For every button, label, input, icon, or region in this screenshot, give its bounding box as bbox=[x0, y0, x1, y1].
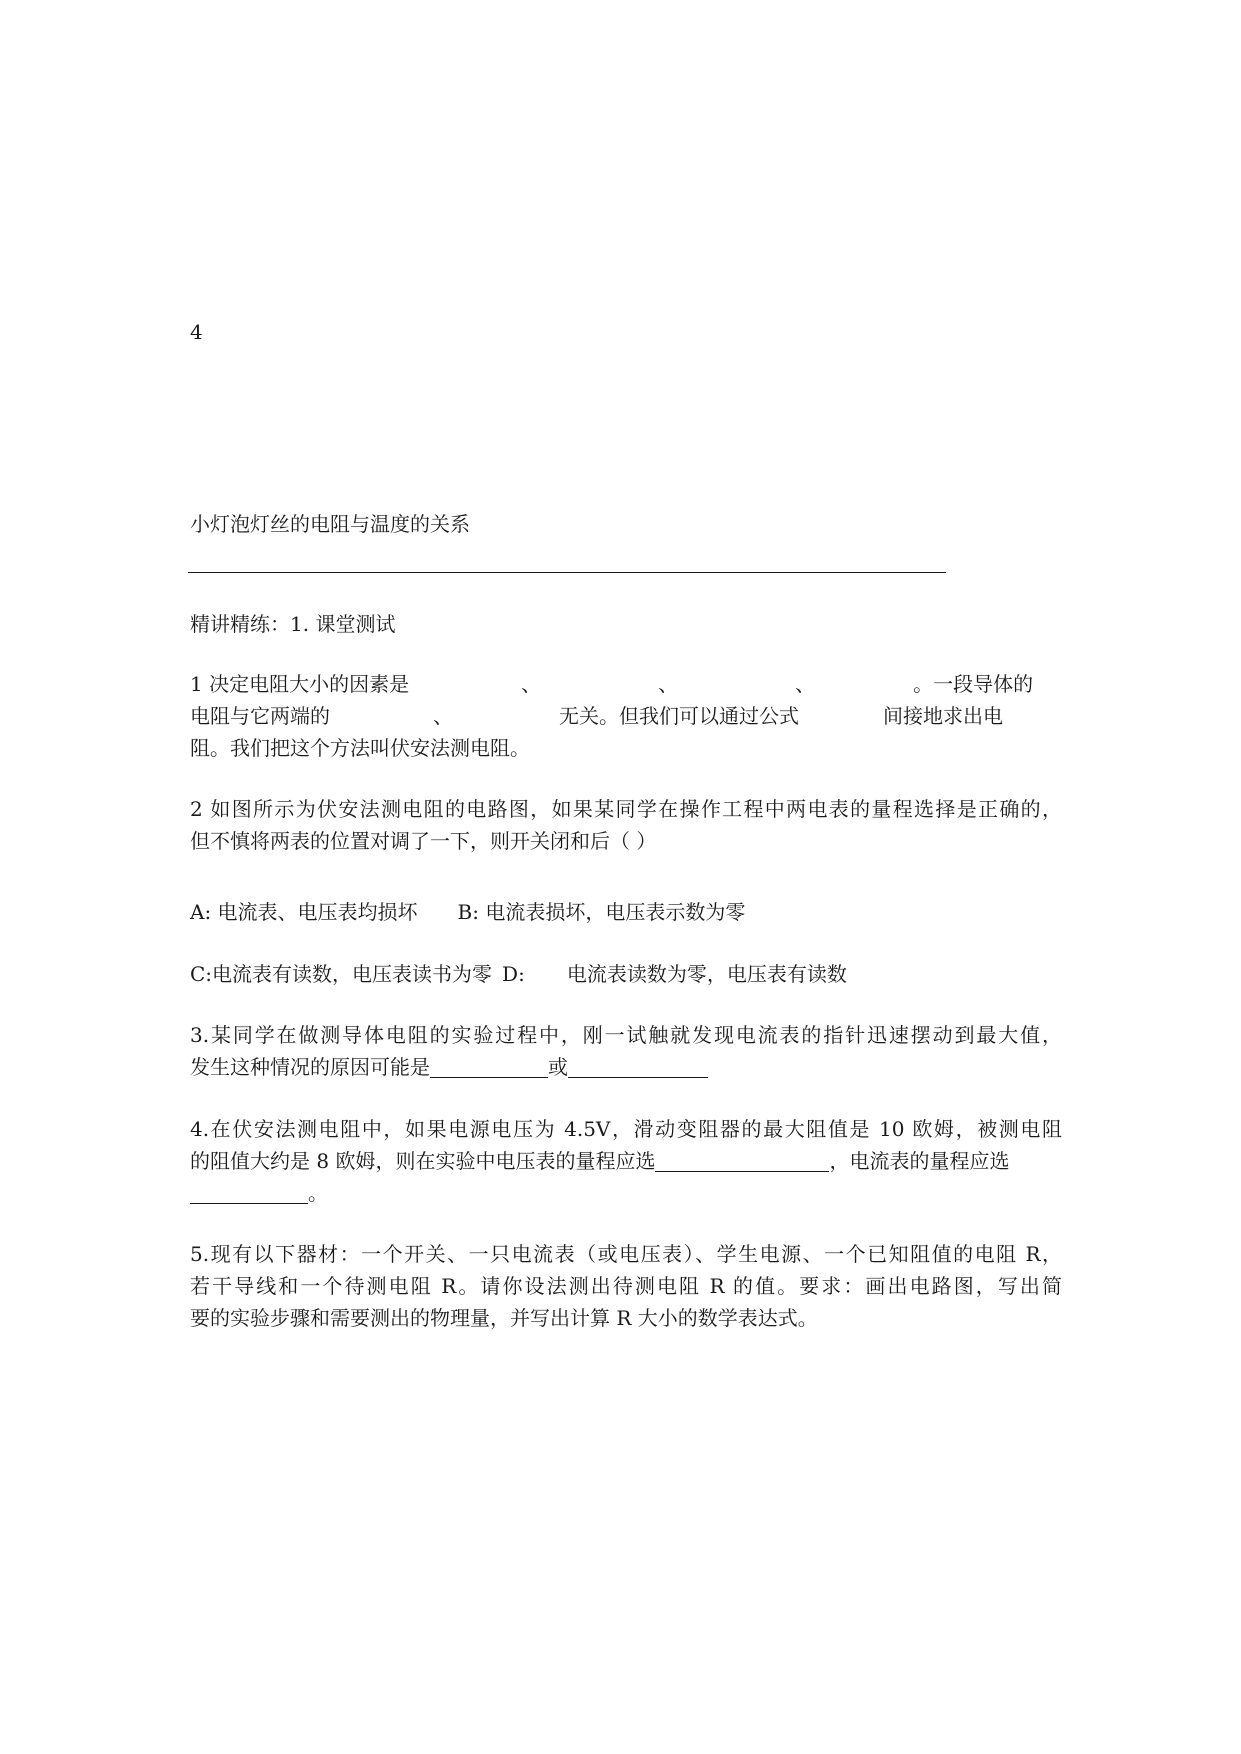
q1-text-e: 间接地求出电 bbox=[883, 704, 1003, 728]
question-3-line-2 bbox=[190, 1053, 708, 1081]
q1-text-a: 1 决定电阻大小的因素是 bbox=[190, 672, 410, 696]
question-5-line-3: 要的实验步骤和需要测出的物理量，并写出计算 R 大小的数学表达式。 bbox=[190, 1306, 818, 1330]
answer-blank bbox=[655, 1149, 829, 1172]
question-2-options-cd bbox=[190, 960, 847, 988]
q1-text-d: 无关。但我们可以通过公式 bbox=[559, 704, 799, 728]
question-2-line-2: 但不慎将两表的位置对调了一下，则开关闭和后（ ） bbox=[190, 829, 657, 853]
divider-rule bbox=[188, 572, 946, 573]
question-5-line-2: 若干导线和一个待测电阻 R。请你设法测出待测电阻 R 的值。要求：画出电路图，写出简 bbox=[190, 1274, 1062, 1298]
answer-blank bbox=[430, 1055, 548, 1078]
option-b: B: 电流表损坏，电压表示数为零 bbox=[457, 900, 746, 924]
question-5-line-1: 5.现有以下器材：一个开关、一只电流表（或电压表）、学生电源、一个已知阻值的电阻 R， bbox=[190, 1242, 1062, 1266]
question-1-line-2 bbox=[190, 702, 1003, 730]
q4-text-a: 的阻值大约是 8 欧姆，则在实验中电压表的量程应选 bbox=[190, 1149, 656, 1173]
answer-blank bbox=[190, 1181, 308, 1204]
q1-sep-3: 、 bbox=[795, 672, 816, 696]
question-3-line-1: 3.某同学在做测导体电阻的实验过程中，刚一试触就发现电流表的指针迅速摆动到最大值， bbox=[190, 1023, 1062, 1047]
section-heading: 精讲精练：1. 课堂测试 bbox=[190, 612, 396, 636]
question-4-line-3 bbox=[190, 1179, 328, 1207]
q1-sep-2: 、 bbox=[658, 672, 679, 696]
question-1-line-1 bbox=[190, 670, 1033, 698]
q1-sep-1: 、 bbox=[521, 672, 542, 696]
q3-text-a: 发生这种情况的原因可能是 bbox=[190, 1055, 430, 1079]
question-4-line-1: 4.在伏安法测电阻中，如果电源电压为 4.5V，滑动变阻器的最大阻值是 10 欧姆，被测电阻 bbox=[190, 1117, 1062, 1141]
answer-blank bbox=[568, 1055, 708, 1078]
question-4-line-2 bbox=[190, 1147, 1009, 1175]
q1-sep-4: 、 bbox=[433, 704, 453, 728]
question-1-line-3: 阻。我们把这个方法叫伏安法测电阻。 bbox=[190, 736, 530, 760]
option-d-label: D: bbox=[502, 962, 525, 986]
option-a: A: 电流表、电压表均损坏 bbox=[190, 900, 418, 924]
option-d: 电流表读数为零，电压表有读数 bbox=[566, 962, 847, 986]
q4-text-c: 。 bbox=[308, 1181, 328, 1205]
q3-text-b: 或 bbox=[548, 1055, 568, 1079]
page-number: 4 bbox=[190, 320, 203, 344]
option-c: C:电流表有读数，电压表读书为零 bbox=[190, 962, 493, 986]
q4-text-b: ，电流表的量程应选 bbox=[829, 1149, 1010, 1173]
q1-text-b: 。一段导体的 bbox=[913, 672, 1034, 696]
question-2-line-1: 2 如图所示为伏安法测电阻的电路图，如果某同学在操作工程中两电表的量程选择是正确的， bbox=[190, 797, 1062, 821]
q1-text-c: 电阻与它两端的 bbox=[190, 704, 330, 728]
question-2-options-ab bbox=[190, 898, 745, 926]
topic-line: 小灯泡灯丝的电阻与温度的关系 bbox=[190, 512, 470, 536]
